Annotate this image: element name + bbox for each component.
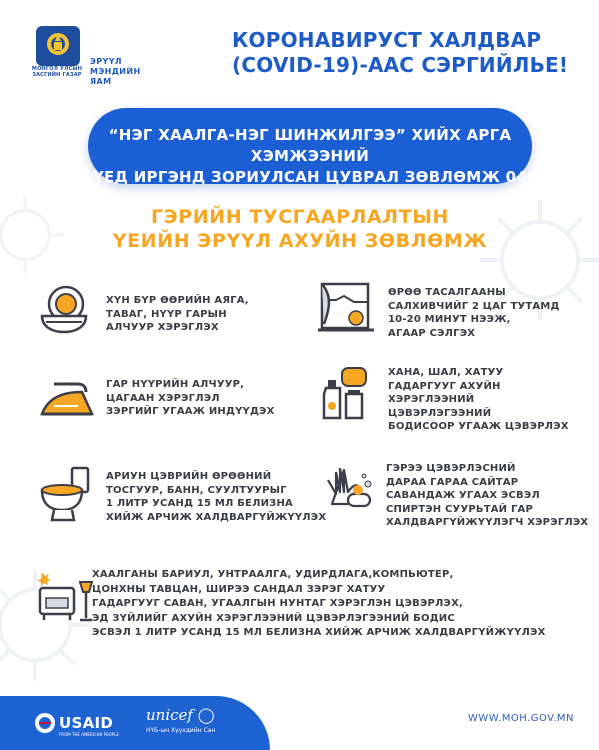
section-heading: ГЭРИЙН ТУСГААРЛАЛТЫН ҮЕИЙН ЭРҮҮЛ АХУЙН ЗӨВЛӨМЖ bbox=[112, 206, 488, 252]
header bbox=[0, 0, 599, 100]
living-room-icon bbox=[36, 566, 96, 628]
tip-ironing: ГАР НҮҮРИЙН АЛЧУУР, ЦАГААН ХЭРЭГЛЭЛ ЗЭРГИЙГ УГААЖ ИНДҮҮДЭХ bbox=[36, 372, 296, 428]
hand-wash-icon bbox=[318, 460, 378, 516]
dishes-icon bbox=[36, 284, 92, 340]
main-title: КОРОНАВИРУСТ ХАЛДВАР (COVID-19)-ААС СЭРГИЙЛЬЕ! bbox=[232, 28, 569, 77]
toilet-icon bbox=[36, 464, 96, 524]
virus-background-icon bbox=[0, 190, 70, 280]
banner-line-1: “НЭГ ХААЛГА-НЭГ ШИНЖИЛГЭЭ” ХИЙХ АРГА ХЭМЖЭЭНИЙ bbox=[108, 126, 512, 165]
website-link[interactable]: WWW.MOH.GOV.MN bbox=[468, 713, 574, 724]
tip-surface-cleaning: ХАНА, ШАЛ, ХАТУУ ГАДАРГУУГ АХУЙН ХЭРЭГЛЭЭНИЙ ЦЭВЭРЛЭГЭЭНИЙ БОДИСООР УГААЖ ЦЭВЭРЛЭХ bbox=[318, 362, 578, 442]
footer: USAID FROM THE AMERICAN PEOPLE unicef ◯ НҮБ-ын Хүүхдийн Сан WWW.MOH.GOV.MN bbox=[0, 696, 599, 750]
window-icon bbox=[318, 280, 374, 336]
series-banner bbox=[88, 108, 532, 184]
tip-hand-washing: ГЭРЭЭ ЦЭВЭРЛЭСНИЙ ДАРАА ГАРАА САЙТАР САВАНДАЖ УГААХ ЭСВЭЛ СПИРТЭН СУУРЬТАЙ ГАР ХАЛДВАРГҮЙЖҮҮЛЭГЧ ХЭРЭГЛЭХ bbox=[318, 460, 588, 536]
banner-line-2: ҮЕД ИРГЭНД ЗОРИУЛСАН ЦУВРАЛ ЗӨВЛӨМЖ 04 bbox=[92, 168, 528, 186]
cleaning-supplies-icon bbox=[318, 362, 374, 422]
tip-bathroom-disinfect: АРИУН ЦЭВРИЙН ӨРӨӨНИЙ ТОСГУУР, БАНН, СУУЛТУУРЫГ 1 ЛИТР УСАНД 15 МЛ БЕЛИЗНА ХИЙЖ АРЧИЖ ХАЛДВАРГҮЙЖҮҮЛЭХ bbox=[36, 464, 326, 534]
unicef-globe-icon: ◯ bbox=[197, 706, 215, 724]
usaid-seal-icon bbox=[34, 712, 56, 734]
gov-org-name: МОНГОЛ УЛСЫН ЗАСГИЙН ГАЗАР bbox=[31, 66, 83, 78]
tip-ventilation: ӨРӨӨ ТАСАЛГААНЫ САЛХИВЧИЙГ 2 ЦАГ ТУТАМД 10-20 МИНУТ НЭЭЖ, АГААР СЭЛГЭХ bbox=[318, 280, 568, 350]
iron-icon bbox=[36, 372, 96, 428]
tip-dishes: ХҮН БҮР ӨӨРИЙН АЯГА, ТАВАГ, НҮҮР ГАРЫН АЛЧУУР ХЭРЭГЛЭХ bbox=[36, 284, 266, 344]
ministry-name: ЭРҮҮЛ МЭНДИЙН ЯАМ bbox=[90, 57, 141, 86]
unicef-logo: unicef ◯ НҮБ-ын Хүүхдийн Сан bbox=[146, 706, 216, 734]
tip-furniture-cleaning: ХААЛГАНЫ БАРИУЛ, УНТРААЛГА, УДИРДЛАГА,КОМПЬЮТЕР, ЦОНХНЫ ТАВЦАН, ШИРЭЭ САНДАЛ ЗЭРЭГ ХАТУУ ГАДАРГУУГ САВАН, УГААЛГЫН НУНТАГ ХЭРЭГЛЭН ЦЭВЭРЛЭХ, ЭД ЗҮЙЛИЙГ АХУЙН ХЭРЭГЛЭЭНИЙ ЦЭВЭРЛЭГЭЭНИЙ БОДИС ЭСВЭЛ 1 ЛИТР УСАНД 15 МЛ БЕЛИЗНА ХИЙЖ АРЧИЖ ХАЛДВАРГҮЙЖҮҮЛЭХ bbox=[36, 566, 596, 646]
